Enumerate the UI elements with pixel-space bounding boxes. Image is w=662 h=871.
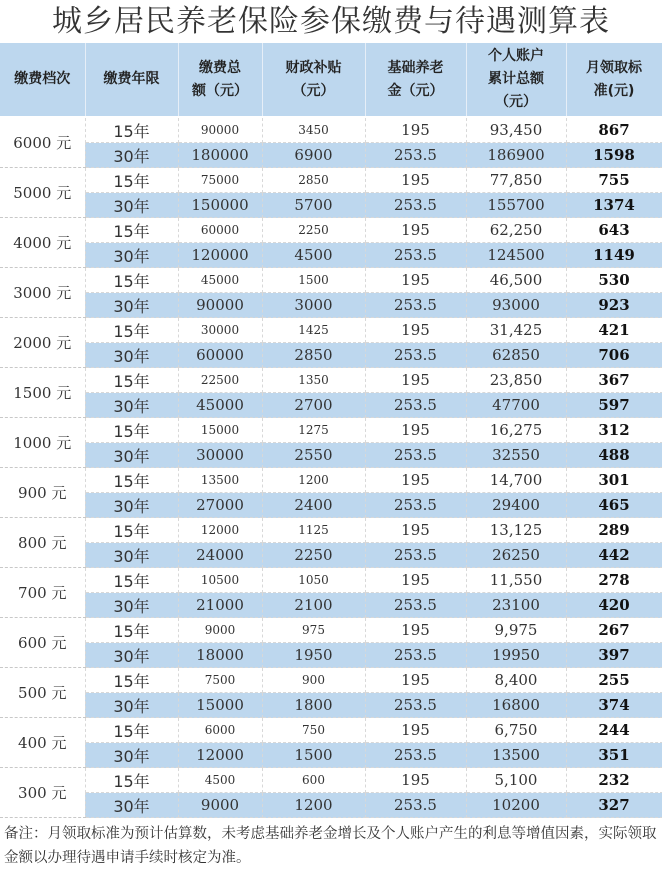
monthly-cell: 244 (566, 718, 662, 743)
basic-pension-cell: 195 (365, 768, 466, 793)
table-row (0, 143, 662, 168)
table-row (0, 418, 662, 443)
subsidy-cell: 2100 (262, 593, 365, 618)
years-cell: 30年 (85, 243, 178, 268)
monthly-cell: 421 (566, 318, 662, 343)
years-cell: 30年 (85, 543, 178, 568)
footnote: 备注：月领取标准为预计估算数，未考虑基础养老金增长及个人账户产生的利息等增值因素，实际领取金额以办理待遇申请手续时核定为准。 (4, 826, 657, 866)
years-cell: 15年 (85, 468, 178, 493)
account-total-cell: 23,850 (466, 368, 566, 393)
account-total-cell: 62,250 (466, 218, 566, 243)
basic-pension-cell: 253.5 (365, 143, 466, 168)
years-cell: 30年 (85, 693, 178, 718)
page-title: 城乡居民养老保险参保缴费与待遇测算表 (52, 4, 610, 39)
subsidy-cell: 3450 (262, 117, 365, 143)
header-line: 月领取标 (586, 59, 642, 76)
tier-cell: 4000 元 (0, 218, 85, 268)
basic-pension-cell: 253.5 (365, 393, 466, 418)
table-row (0, 743, 662, 768)
header-line: 缴费年限 (103, 71, 160, 87)
years-cell: 30年 (85, 143, 178, 168)
subsidy-cell: 1950 (262, 643, 365, 668)
tier-cell: 5000 元 (0, 168, 85, 218)
table-body (0, 117, 662, 818)
basic-pension-cell: 253.5 (365, 293, 466, 318)
header-line: 金（元） (387, 82, 444, 99)
monthly-cell: 1149 (566, 243, 662, 268)
monthly-cell: 374 (566, 693, 662, 718)
subsidy-cell: 1500 (262, 268, 365, 293)
subsidy-cell: 2700 (262, 393, 365, 418)
basic-pension-cell: 195 (365, 418, 466, 443)
subsidy-cell: 3000 (262, 293, 365, 318)
header-line: 额（元） (192, 82, 248, 99)
total-cell: 21000 (178, 593, 262, 618)
basic-pension-cell: 253.5 (365, 793, 466, 818)
total-cell: 9000 (178, 793, 262, 818)
basic-pension-cell: 195 (365, 368, 466, 393)
subsidy-cell: 2850 (262, 343, 365, 368)
table-row (0, 568, 662, 593)
account-total-cell: 155700 (466, 193, 566, 218)
table-row (0, 268, 662, 293)
tier-cell: 900 元 (0, 468, 85, 518)
years-cell: 30年 (85, 643, 178, 668)
account-total-cell: 47700 (466, 393, 566, 418)
monthly-cell: 367 (566, 368, 662, 393)
subsidy-cell: 1050 (262, 568, 365, 593)
monthly-cell: 1374 (566, 193, 662, 218)
monthly-cell: 755 (566, 168, 662, 193)
years-cell: 30年 (85, 743, 178, 768)
table-row (0, 168, 662, 193)
total-cell: 45000 (178, 268, 262, 293)
basic-pension-cell: 253.5 (365, 743, 466, 768)
subsidy-cell: 2400 (262, 493, 365, 518)
total-cell: 120000 (178, 243, 262, 268)
subsidy-cell: 1200 (262, 793, 365, 818)
basic-pension-cell: 195 (365, 518, 466, 543)
account-total-cell: 46,500 (466, 268, 566, 293)
account-total-cell: 16,275 (466, 418, 566, 443)
account-total-cell: 62850 (466, 343, 566, 368)
years-cell: 15年 (85, 668, 178, 693)
table-row (0, 768, 662, 793)
table-row (0, 243, 662, 268)
table-row (0, 518, 662, 543)
tier-cell: 2000 元 (0, 318, 85, 368)
monthly-cell: 706 (566, 343, 662, 368)
total-cell: 75000 (178, 168, 262, 193)
basic-pension-cell: 253.5 (365, 693, 466, 718)
monthly-cell: 351 (566, 743, 662, 768)
account-total-cell: 13500 (466, 743, 566, 768)
table-row (0, 193, 662, 218)
basic-pension-cell: 253.5 (365, 543, 466, 568)
basic-pension-cell: 253.5 (365, 593, 466, 618)
header-line: 财政补贴 (285, 59, 342, 76)
account-total-cell: 5,100 (466, 768, 566, 793)
years-cell: 30年 (85, 793, 178, 818)
total-cell: 18000 (178, 643, 262, 668)
account-total-cell: 14,700 (466, 468, 566, 493)
account-total-cell: 8,400 (466, 668, 566, 693)
total-cell: 45000 (178, 393, 262, 418)
account-total-cell: 32550 (466, 443, 566, 468)
account-total-cell: 13,125 (466, 518, 566, 543)
years-cell: 15年 (85, 368, 178, 393)
account-total-cell: 186900 (466, 143, 566, 168)
account-total-cell: 6,750 (466, 718, 566, 743)
monthly-cell: 923 (566, 293, 662, 318)
basic-pension-cell: 195 (365, 568, 466, 593)
table-row (0, 117, 662, 143)
monthly-cell: 530 (566, 268, 662, 293)
monthly-cell: 255 (566, 668, 662, 693)
total-cell: 24000 (178, 543, 262, 568)
table-row (0, 718, 662, 743)
total-cell: 13500 (178, 468, 262, 493)
header-row (0, 43, 662, 117)
monthly-cell: 442 (566, 543, 662, 568)
subsidy-cell: 1800 (262, 693, 365, 718)
account-total-cell: 29400 (466, 493, 566, 518)
monthly-cell: 488 (566, 443, 662, 468)
basic-pension-cell: 253.5 (365, 343, 466, 368)
years-cell: 15年 (85, 268, 178, 293)
header-col-subsidy (262, 43, 365, 117)
total-cell: 22500 (178, 368, 262, 393)
account-total-cell: 26250 (466, 543, 566, 568)
header-line: 基础养老 (387, 59, 444, 76)
subsidy-cell: 4500 (262, 243, 365, 268)
subsidy-cell: 975 (262, 618, 365, 643)
monthly-cell: 1598 (566, 143, 662, 168)
subsidy-cell: 1125 (262, 518, 365, 543)
header-line: 累计总额 (488, 71, 544, 87)
header-line: 缴费档次 (14, 71, 71, 87)
header-col-years (85, 43, 178, 117)
monthly-cell: 420 (566, 593, 662, 618)
subsidy-cell: 2250 (262, 543, 365, 568)
total-cell: 12000 (178, 518, 262, 543)
years-cell: 30年 (85, 343, 178, 368)
total-cell: 180000 (178, 143, 262, 168)
tier-cell: 600 元 (0, 618, 85, 668)
subsidy-cell: 1350 (262, 368, 365, 393)
total-cell: 60000 (178, 343, 262, 368)
total-cell: 27000 (178, 493, 262, 518)
years-cell: 30年 (85, 193, 178, 218)
table-row (0, 793, 662, 818)
header-line: 缴费总 (199, 59, 241, 76)
subsidy-cell: 1200 (262, 468, 365, 493)
table-row (0, 668, 662, 693)
total-cell: 7500 (178, 668, 262, 693)
monthly-cell: 301 (566, 468, 662, 493)
tier-cell: 3000 元 (0, 268, 85, 318)
total-cell: 30000 (178, 318, 262, 343)
subsidy-cell: 6900 (262, 143, 365, 168)
table-row (0, 293, 662, 318)
total-cell: 9000 (178, 618, 262, 643)
total-cell: 6000 (178, 718, 262, 743)
header-line: （元） (495, 94, 537, 110)
basic-pension-cell: 253.5 (365, 643, 466, 668)
years-cell: 15年 (85, 518, 178, 543)
total-cell: 90000 (178, 293, 262, 318)
total-cell: 15000 (178, 693, 262, 718)
header-col-account (466, 43, 566, 117)
table-row (0, 393, 662, 418)
header-col-tier (0, 43, 85, 117)
subsidy-cell: 2250 (262, 218, 365, 243)
account-total-cell: 23100 (466, 593, 566, 618)
monthly-cell: 597 (566, 393, 662, 418)
basic-pension-cell: 195 (365, 318, 466, 343)
account-total-cell: 77,850 (466, 168, 566, 193)
subsidy-cell: 2550 (262, 443, 365, 468)
account-total-cell: 93000 (466, 293, 566, 318)
basic-pension-cell: 195 (365, 168, 466, 193)
monthly-cell: 867 (566, 117, 662, 143)
table-row (0, 593, 662, 618)
monthly-cell: 327 (566, 793, 662, 818)
total-cell: 150000 (178, 193, 262, 218)
table-row (0, 368, 662, 393)
years-cell: 15年 (85, 618, 178, 643)
tier-cell: 300 元 (0, 768, 85, 818)
years-cell: 15年 (85, 117, 178, 143)
table-row (0, 218, 662, 243)
monthly-cell: 278 (566, 568, 662, 593)
table-row (0, 468, 662, 493)
tier-cell: 6000 元 (0, 117, 85, 168)
tier-cell: 700 元 (0, 568, 85, 618)
table-row (0, 318, 662, 343)
subsidy-cell: 600 (262, 768, 365, 793)
basic-pension-cell: 195 (365, 117, 466, 143)
total-cell: 10500 (178, 568, 262, 593)
account-total-cell: 93,450 (466, 117, 566, 143)
basic-pension-cell: 195 (365, 218, 466, 243)
subsidy-cell: 900 (262, 668, 365, 693)
monthly-cell: 465 (566, 493, 662, 518)
header-line: 准(元) (593, 82, 635, 99)
years-cell: 15年 (85, 568, 178, 593)
tier-cell: 1500 元 (0, 368, 85, 418)
table-row (0, 643, 662, 668)
total-cell: 12000 (178, 743, 262, 768)
tier-cell: 400 元 (0, 718, 85, 768)
subsidy-cell: 1425 (262, 318, 365, 343)
total-cell: 90000 (178, 117, 262, 143)
subsidy-cell: 5700 (262, 193, 365, 218)
pension-table (0, 43, 662, 818)
years-cell: 30年 (85, 493, 178, 518)
basic-pension-cell: 195 (365, 268, 466, 293)
account-total-cell: 9,975 (466, 618, 566, 643)
table-row (0, 343, 662, 368)
tier-cell: 500 元 (0, 668, 85, 718)
years-cell: 15年 (85, 318, 178, 343)
years-cell: 15年 (85, 768, 178, 793)
header-col-basic (365, 43, 466, 117)
years-cell: 15年 (85, 168, 178, 193)
table-row (0, 618, 662, 643)
subsidy-cell: 750 (262, 718, 365, 743)
basic-pension-cell: 253.5 (365, 493, 466, 518)
basic-pension-cell: 195 (365, 618, 466, 643)
subsidy-cell: 1500 (262, 743, 365, 768)
table-row (0, 543, 662, 568)
account-total-cell: 16800 (466, 693, 566, 718)
basic-pension-cell: 253.5 (365, 443, 466, 468)
header-line: 个人账户 (488, 48, 544, 64)
table-row (0, 443, 662, 468)
total-cell: 4500 (178, 768, 262, 793)
account-total-cell: 31,425 (466, 318, 566, 343)
account-total-cell: 19950 (466, 643, 566, 668)
header-line: （元） (292, 82, 335, 99)
header-col-monthly (566, 43, 662, 117)
years-cell: 15年 (85, 418, 178, 443)
account-total-cell: 11,550 (466, 568, 566, 593)
tier-cell: 800 元 (0, 518, 85, 568)
account-total-cell: 124500 (466, 243, 566, 268)
basic-pension-cell: 195 (365, 668, 466, 693)
years-cell: 15年 (85, 218, 178, 243)
total-cell: 30000 (178, 443, 262, 468)
monthly-cell: 267 (566, 618, 662, 643)
monthly-cell: 289 (566, 518, 662, 543)
header-col-total (178, 43, 262, 117)
total-cell: 60000 (178, 218, 262, 243)
basic-pension-cell: 253.5 (365, 193, 466, 218)
basic-pension-cell: 195 (365, 718, 466, 743)
table-row (0, 493, 662, 518)
total-cell: 15000 (178, 418, 262, 443)
years-cell: 30年 (85, 393, 178, 418)
years-cell: 15年 (85, 718, 178, 743)
account-total-cell: 10200 (466, 793, 566, 818)
table-row (0, 693, 662, 718)
tier-cell: 1000 元 (0, 418, 85, 468)
years-cell: 30年 (85, 293, 178, 318)
years-cell: 30年 (85, 443, 178, 468)
basic-pension-cell: 253.5 (365, 243, 466, 268)
basic-pension-cell: 195 (365, 468, 466, 493)
subsidy-cell: 1275 (262, 418, 365, 443)
subsidy-cell: 2850 (262, 168, 365, 193)
monthly-cell: 397 (566, 643, 662, 668)
years-cell: 30年 (85, 593, 178, 618)
monthly-cell: 643 (566, 218, 662, 243)
monthly-cell: 232 (566, 768, 662, 793)
monthly-cell: 312 (566, 418, 662, 443)
